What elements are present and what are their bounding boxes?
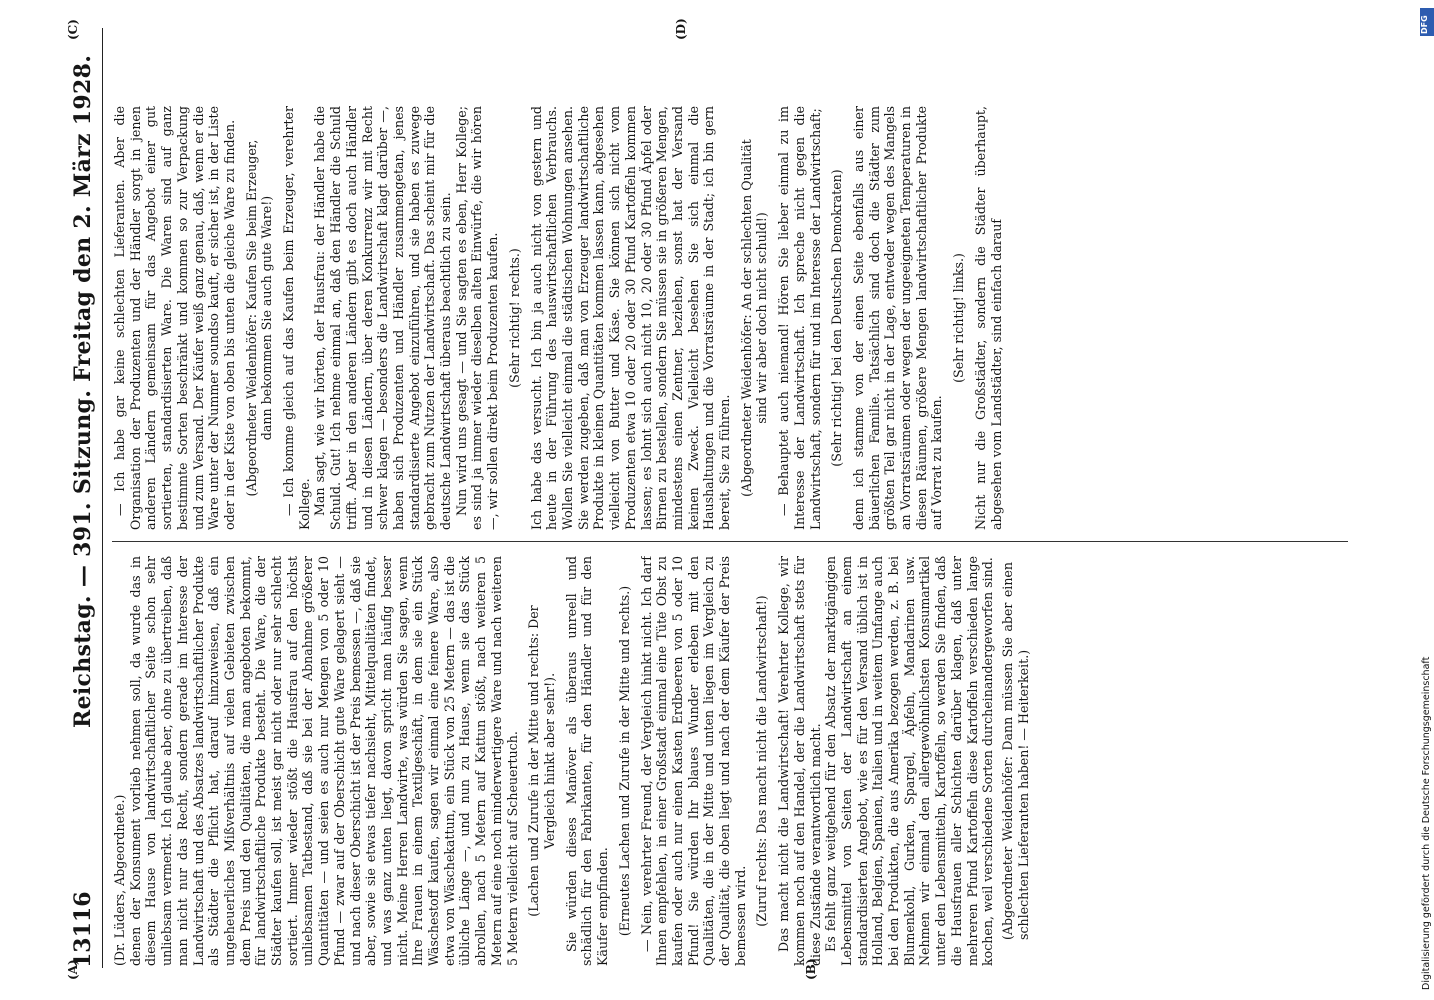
dfg-logo [1420,8,1434,36]
digitization-note [1420,0,1434,1000]
margin-marker-b: (B) [804,958,818,980]
margin-marker-a: (A) [66,959,80,980]
rotated-document-page [62,18,1362,978]
paragraph: — Behauptet auch niemand! Hören Sie lieber einmal zu im Interesse der Landwirtschaft. Ich spreche nicht gegen die Landwirtschaft, sondern für und im Interesse der Landwirtschaft; [776,106,823,530]
interjection: (Sehr richtig! links.) [951,253,967,383]
running-title: Reichstag. — 391. Sitzung. Freitag den 2. März 1928. [70,54,96,728]
paragraph: — Nein, verehrter Freund, der Vergleich hinkt nicht. Ich darf Ihnen empfehlen, in einer Großstadt einmal eine Tüte Obst zu kaufen oder auch nur einen Kasten Erdbeeren von 5 oder 10 Pfund! Sie würden Ihr blaues Wunder erleben mit den Qualitäten, die in der Mitte und unten liegen im Vergleich zu der Qualität, die oben liegt und nach der dem Käufer der Preis bemessen wird. [638,556,748,966]
paragraph: Sie würden dieses Manöver als überaus unreell und schädlich für den Fabrikanten, für den Händler und für den Käufer empfinden. [563,556,611,966]
interjection: (Erneutes Lachen und Zurufe in der Mitte und rechts.) [616,585,632,937]
paragraph: Ich habe das versucht. Ich bin ja auch nicht von gestern und heute in der Führung des hauswirtschaftlichen Verbrauchs. Wollen Sie vielleicht einmal die städtischen Wohnungen ansehen. Sie werden zugeben, daß man von Erzeuger landwirtschaftliche Produkte in kleinen Quantitäten kommen lassen kann, abgesehen vielleicht von Butter und Käse. Sie können sich nicht vom Produzenten etwa 10 oder 20 oder 30 Pfund Kartoffeln kommen lassen; es lohnt sich auch nicht 10, 20 oder 30 Pfund Äpfel oder Birnen zu bestellen, sondern Sie müssen sie in größeren Mengen, mindestens einen Zentner, beziehen, sonst hat der Versand keinen Zweck. Vielleicht besehen Sie sich einmal die Haushaltungen und die Vorratsräume in der Stadt; ich bin gern bereit, Sie zu führen. [528,106,733,530]
interjection: (Sehr richtig! bei den Deutschen Demokraten) [829,169,845,467]
paragraph: denen der Konsument vorlieb nehmen soll, da wurde das in diesem Hause von landwirtschaftlicher Seite schon sehr unliebsam vermerkt. Ich glaube aber, ohne zu übertreiben, daß man nicht nur das Recht, sondern gerade im Interesse der Landwirtschaft und des Absatzes landwirtschaftlicher Produkte als Städter die Pflicht hat, darauf hinzuweisen, daß ein ungeheuerliches Mißverhältnis auf vielen Gebieten zwischen dem Preis und den Qualitäten, die man angeboten bekommt, für landwirtschaftliche Produkte besteht. Die Ware, die der Städter kaufen soll, ist meist gar nicht oder nur sehr schlecht sortiert. Immer wieder stößt die Hausfrau auf den höchst unliebsamen Tatbestand, daß sie bei der Abnahme größerer Quantitäten — und seien es auch nur Mengen von 5 oder 10 Pfund — zwar auf der Oberschicht gute Ware gelagert sieht — und nach dieser Oberschicht ist der Preis bemessen —, daß sie aber, sowie sie etwas tiefer nachsieht, Mittelqualitäten findet, und was ganz unten liegt, davon spricht man häufig besser nicht. Meine Herren Landwirte, was würden Sie sagen, wenn Ihre Frauen in einem Textilgeschäft, in dem sie ein Stück Wäschestoff kaufen, sagen wir einmal eine feinere Ware, also etwa von Wäschekattun, ein Stück von 25 Metern — das ist die übliche Länge —, und nun zu Hause, wenn sie das Stück abrollen, nach 5 Metern auf Kattun stößt, nach weiteren 5 Metern auf eine noch minderwertigere Ware und nach weiteren 5 Metern vielleicht auf Scheuertuch. [127,556,520,966]
paragraph: Nun wird uns gesagt — und Sie sagten es eben, Herr Kollege; es sind ja immer wieder dieselben alten Einwürfe, die wir hören —, wir sollen direkt beim Produzenten kaufen. [453,106,501,530]
paragraph: denn ich stamme von der einen Seite ebenfalls aus einer bäuerlichen Familie. Tatsächlich sind doch die Städter zum größten Teil gar nicht in der Lage, entweder wegen des Mangels an Vorratsräumen oder wegen der ungeeigneten Temperaturen in diesen Räumen, größere Mengen landwirtschaftlicher Produkte auf Vorrat zu kaufen. [850,106,945,530]
left-column [112,556,1352,966]
paragraph: Das macht nicht die Landwirtschaft! Verehrter Kollege, wir kommen noch auf den Handel, der die Landwirtschaft stets für diese Zustände verantwortlich macht. [776,556,823,966]
paragraph: Man sagt, wie wir hörten, der Hausfrau: der Händler habe die Schuld. Gut! Ich nehme einmal an, daß den Händler die Schuld trifft. Aber in den anderen Ländern gibt es doch auch Händler und in diesen Ländern, über deren Konkurrenz wir mit Recht schwer klagen — besonders die Landwirtschaft klagt darüber —, haben sich Produzenten und Händler zusammengetan, jenes standardisierte Angebot einzuführen, und sie haben es zuwege gebracht zum Nutzen der Landwirtschaft. Das scheint mir für die deutsche Landwirtschaft überaus beachtlich zu sein. [312,106,454,530]
margin-marker-d: (D) [674,18,688,40]
paragraph: Nicht nur die Großstädter, sondern die Städter überhaupt, abgesehen vom Landstädter, sind einfach darauf [972,106,1004,530]
interjection: (Sehr richtig! rechts.) [506,248,522,388]
column-divider [112,541,1348,542]
page-header [62,18,106,978]
speaker-line: (Dr. Lüders, Abgeordnete.) [112,794,127,966]
interjection: (Abgeordneter Weidenhöfer: Kaufen Sie beim Erzeuger, dann bekommen Sie auch gute Ware!) [243,139,275,497]
paragraph: Es fehlt ganz weitgehend für den Absatz der marktgängigen Lebensmittel von Seiten der Landwirtschaft an einem standardisierten Angebot, wie es für den Versand üblich ist in Holland, Belgien, Spanien, Italien und in weitem Umfange auch bei den Produkten, die aus Amerika bezogen werden, z. B. bei Blumenkohl, Gurken, Spargel, Äpfeln, Mandarinen usw. Nehmen wir einmal den allergewöhnlichsten Konsumartikel unter den Lebensmitteln, Kartoffeln, so werden Sie finden, daß die Hausfrauen aller Schichten darüber klagen, daß unter mehreren Pfund Kartoffeln diese Kartoffeln verschieden lange kochen, weil verschiedene Sorten durcheinandergeworfen sind. [823,556,996,966]
right-column [112,106,1352,530]
margin-marker-c: (C) [66,19,80,40]
paragraph: — Ich habe gar keine schlechten Lieferanten. Aber die Organisation der Produzenten und der Händler sorgt in jenen anderen Ländern gemeinsam für das Angebot einer gut sortierten, standardisierten Ware. Die Waren sind auf ganz bestimmte Sorten beschränkt und kommen so zur Verpackung und zum Versand. Der Käufer weiß ganz genau, daß, wenn er die Ware unter der Nummer soundso kauft, er sicher ist, in der Liste oder in der Kiste von oben bis unten die gleiche Ware zu finden. [112,106,237,530]
interjection: (Zuruf rechts: Das macht nicht die Landwirtschaft!) [754,595,770,927]
digitization-credit: Digitalisierung gefördert durch die Deutsche Forschungsgemeinschaft [1421,656,1432,990]
page-number: 13116 [70,891,96,968]
paragraph: — Ich komme gleich auf das Kaufen beim Erzeuger, verehrter Kollege. [281,106,312,530]
interjection: (Abgeordneter Weidenhöfer: An der schlechten Qualität sind wir aber doch nicht schuld!) [738,139,770,497]
interjection: (Abgeordneter Weidenhöfer: Dann müssen Sie aber einen schlechten Lieferanten haben! — Heiterkeit.) [999,562,1031,940]
interjection: (Lachen und Zurufe in der Mitte und rechts: Der Vergleich hinkt aber sehr!). [526,605,557,917]
dfg-logo-text: DFG [1420,15,1429,34]
header-rule [102,28,103,968]
